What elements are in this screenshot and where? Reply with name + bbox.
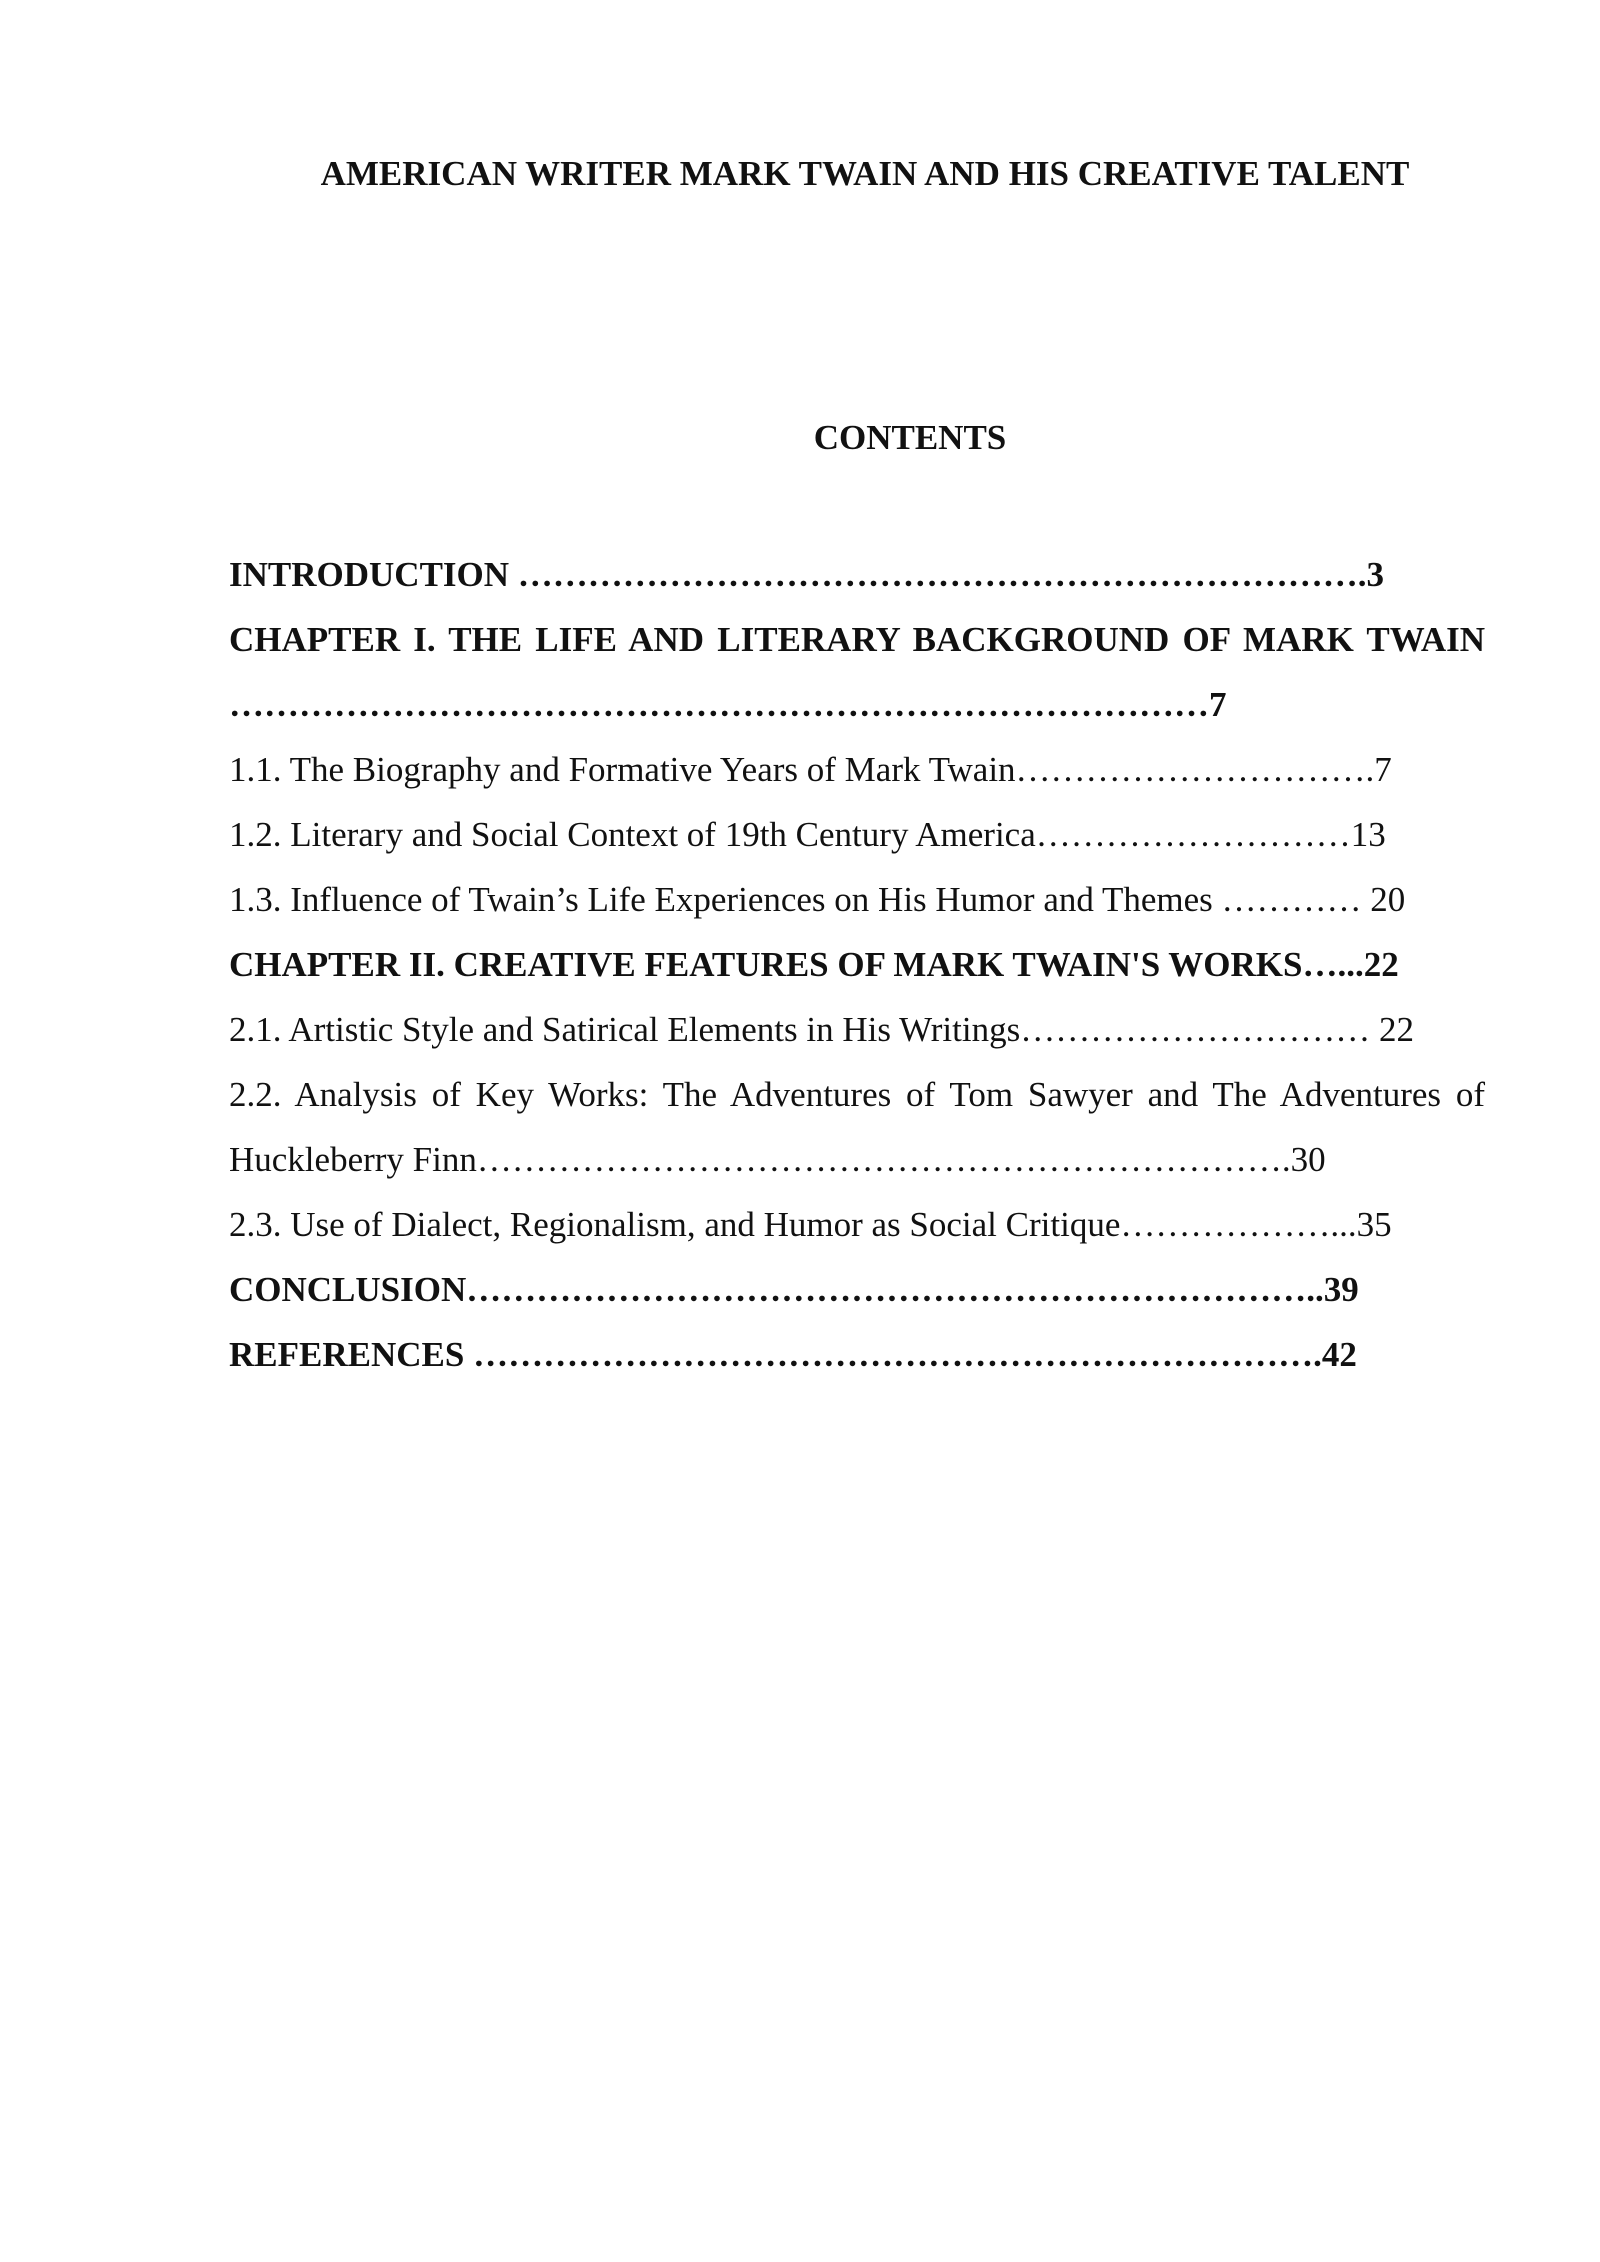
toc-entry-references: REFERENCES ……………………………………………………………….42 <box>229 1335 1357 1374</box>
toc-entry-chapter-1: CHAPTER I. THE LIFE AND LITERARY BACKGROUND OF MARK TWAIN …………………………………………………………………………7 <box>229 620 1485 724</box>
toc-entry-section-2-1: 2.1. Artistic Style and Satirical Elements in His Writings………………………… 22 <box>229 1010 1414 1049</box>
toc-entry-introduction: INTRODUCTION ……………………………………………………………….3 <box>229 555 1385 594</box>
contents-heading: CONTENTS <box>813 418 1007 457</box>
document-title: AMERICAN WRITER MARK TWAIN AND HIS CREATIVE TALENT <box>320 154 1410 193</box>
toc-entry-conclusion: CONCLUSION………………………………………………………………..39 <box>229 1270 1359 1309</box>
toc-entry-section-1-3: 1.3. Influence of Twain’s Life Experiences on His Humor and Themes ………… 20 <box>229 880 1406 919</box>
toc-entry-chapter-2: CHAPTER II. CREATIVE FEATURES OF MARK TWAIN'S WORKS…...22 <box>229 945 1399 984</box>
table-of-contents <box>229 542 1485 1387</box>
toc-entry-section-1-1: 1.1. The Biography and Formative Years of Mark Twain………………………….7 <box>229 750 1392 789</box>
toc-entry-section-2-2: 2.2. Analysis of Key Works: The Adventures of Tom Sawyer and The Adventures of Huckleberry Finn…………………………………………………………….30 <box>229 1075 1485 1179</box>
toc-entry-section-1-2: 1.2. Literary and Social Context of 19th Century America………………………13 <box>229 815 1386 854</box>
toc-entry-section-2-3: 2.3. Use of Dialect, Regionalism, and Humor as Social Critique………………...35 <box>229 1205 1392 1244</box>
